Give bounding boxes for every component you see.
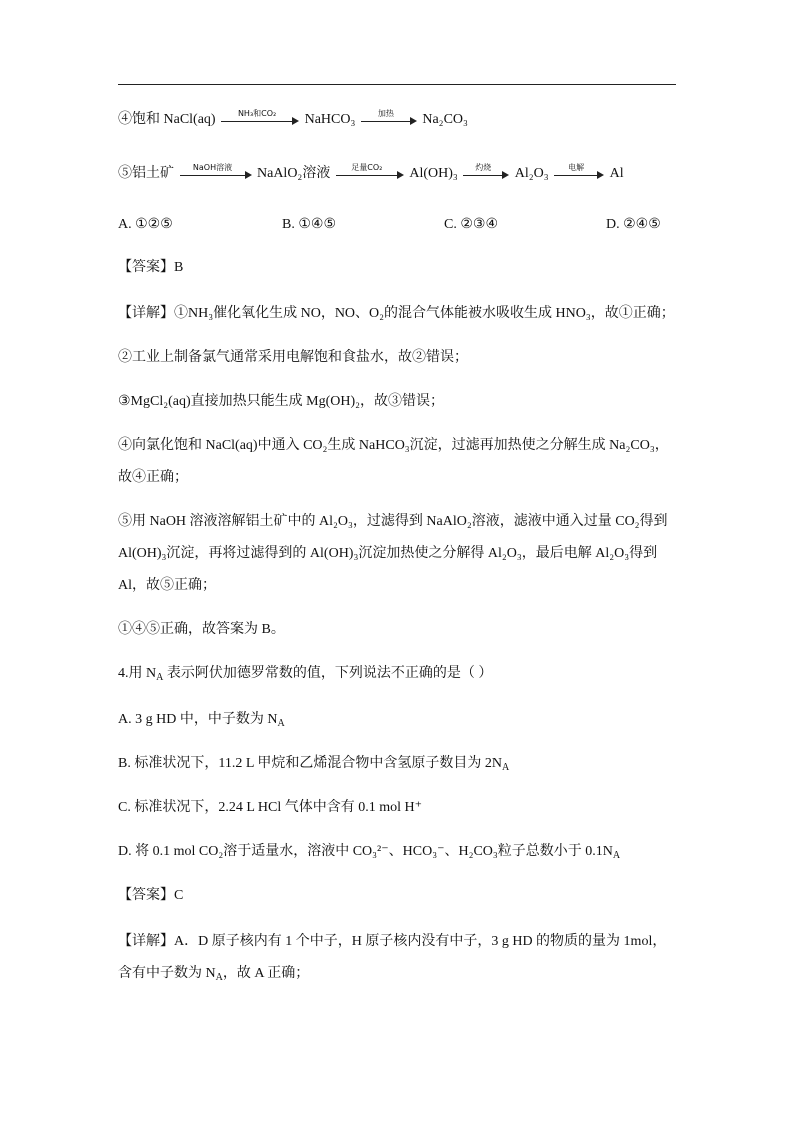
- reaction-arrow-icon: [221, 110, 299, 130]
- arrow-label: 足量CO₂: [351, 163, 383, 172]
- detail-q3-line5b: Al(OH)₃沉淀，再将过滤得到的 Al(OH)₃沉淀加热使之分解得 Al₂O₃，最后电解 Al₂O₃得到: [118, 546, 658, 561]
- q4-option-a: A. 3 g HD 中，中子数为 $N_A$: [118, 712, 285, 729]
- detail-q3-line2: ②工业上制备氯气通常采用电解饱和食盐水，故②错误；: [118, 350, 468, 365]
- detail-q3-line6: ①④⑤正确，故答案为 B。: [118, 622, 285, 637]
- arrow-label: 电解: [568, 163, 585, 172]
- arrow-label: 加热: [377, 109, 394, 118]
- arrow-label: NaOH溶液: [192, 163, 233, 172]
- option-c: C. ②③④: [444, 217, 498, 232]
- detail-q3-line3: ③MgCl₂(aq)直接加热只能生成 Mg(OH)₂，故③错误；: [118, 394, 445, 409]
- option-d: D. ②④⑤: [606, 217, 661, 232]
- detail-q3-line1: 【详解】①NH₃催化氧化生成 NO，NO、O₂的混合气体能被水吸收生成 HNO₃，故①正确；: [118, 306, 675, 321]
- question-4-stem: 4.用 $N_A$ 表示阿伏加德罗常数的值，下列说法不正确的是（ ）: [118, 666, 493, 683]
- header-rule: [118, 84, 676, 85]
- step5-end: Al: [609, 166, 624, 182]
- step4-end: Na₂CO₃: [422, 112, 468, 128]
- step4-prefix: ④饱和 NaCl(aq): [118, 112, 216, 128]
- detail-q4-line1: 【详解】A．D 原子核内有 1 个中子，H 原子核内没有中子，3 g HD 的物质的量为 1mol，: [118, 934, 667, 949]
- reaction-arrow-icon: [554, 164, 604, 184]
- answer-q3: 【答案】B: [118, 260, 184, 275]
- option-b: B. ①④⑤: [282, 217, 336, 232]
- step5-mid2: Al(OH)₃: [409, 166, 458, 182]
- step5-prefix: ⑤铝土矿: [118, 166, 174, 182]
- q4-option-c: C. 标准状况下，2.24 L HCl 气体中含有 0.1 mol H⁺: [118, 800, 422, 815]
- option-a: A. ①②⑤: [118, 217, 173, 232]
- reaction-arrow-icon: [336, 164, 404, 184]
- detail-q3-line4b: 故④正确；: [118, 470, 188, 485]
- detail-q3-line5a: ⑤用 NaOH 溶液溶解铝土矿中的 Al₂O₃，过滤得到 NaAlO₂溶液，滤液中通入过量 CO₂得到: [118, 514, 668, 529]
- step4-mid: NaHCO₃: [304, 112, 356, 128]
- answer-q4: 【答案】C: [118, 888, 184, 903]
- q4-option-b: B. 标准状况下，11.2 L 甲烷和乙烯混合物中含氢原子数目为 $2N_A$: [118, 756, 510, 773]
- reaction-arrow-icon: [361, 110, 417, 130]
- reaction-arrow-icon: [180, 164, 252, 184]
- arrow-label: 灼烧: [475, 163, 492, 172]
- reaction-arrow-icon: [463, 164, 509, 184]
- detail-q4-line2: 含有中子数为 $N_A$，故 A 正确；: [118, 966, 310, 983]
- step5-mid1: NaAlO₂溶液: [257, 166, 331, 182]
- step5-mid3: Al₂O₃: [514, 166, 549, 182]
- arrow-label: NH₃和CO₂: [237, 109, 277, 118]
- reaction-step-5: [118, 164, 624, 184]
- q4-option-d: D. 将 0.1 mol CO₂溶于适量水，溶液中 CO₃²⁻、HCO₃⁻、H₂CO₃粒子总数小于 $0.1N_A$: [118, 844, 621, 861]
- detail-q3-line5c: Al，故⑤正确；: [118, 578, 216, 593]
- detail-q3-line4a: ④向氯化饱和 NaCl(aq)中通入 CO₂生成 NaHCO₃沉淀，过滤再加热使之分解生成 Na₂CO₃，: [118, 438, 669, 453]
- reaction-step-4: [118, 110, 468, 130]
